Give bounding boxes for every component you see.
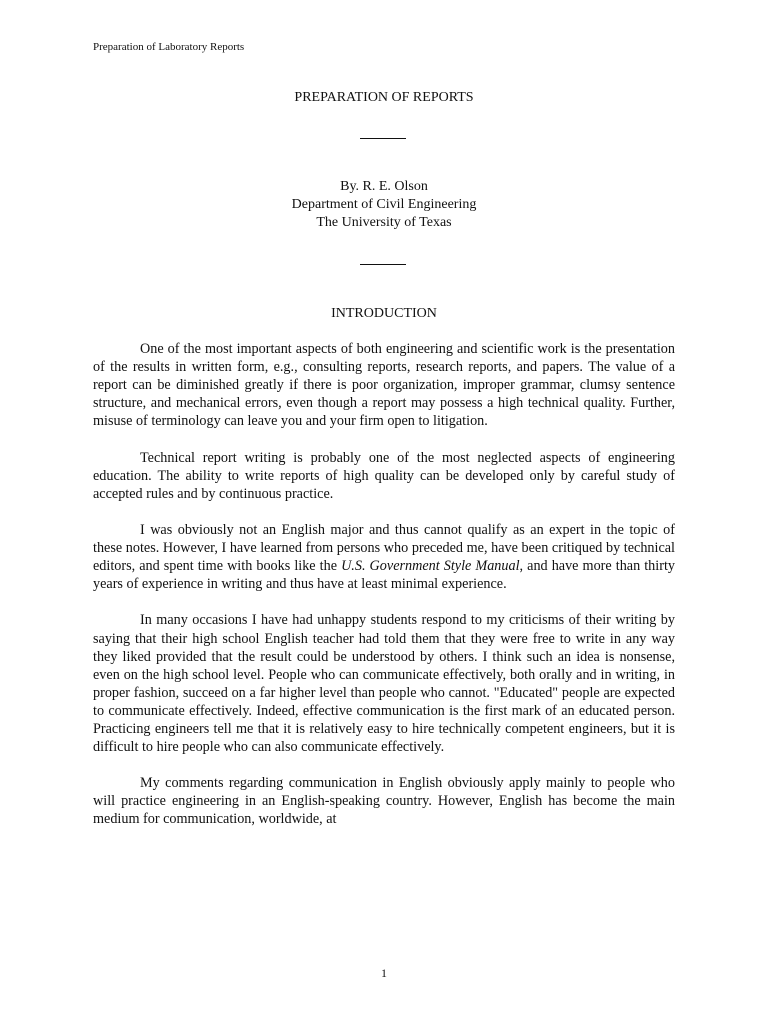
paragraph-text: I was obviously not an English major and thus cannot qualify as an expert in the topic of these notes. However, I have learned from persons who preceded me, have been critiqued by technical editors, and spent time with books like the — [93, 521, 675, 575]
author-department: Department of Civil Engineering — [291, 197, 477, 212]
page-number: 1 — [381, 966, 387, 980]
author-institution: The University of Texas — [316, 215, 452, 230]
byline-divider — [360, 264, 406, 265]
book-title: U.S. Government Style Manual — [341, 558, 520, 575]
paragraph — [93, 521, 675, 593]
paragraph-text: , and have more than thirty years of experience in writing and thus have at least minimal experience. — [93, 558, 675, 593]
paragraph: Technical report writing is probably one of the most neglected aspects of engineering education. The ability to write reports of high quality can be developed only by careful study of accepted rules and by continuous practice. — [93, 449, 675, 502]
paragraph: In many occasions I have had unhappy students respond to my criticisms of their writing by saying that their high school English teacher had told them that they were free to write in any way they liked provided that the result could be understood by others. I think such an idea is nonsense, even on the high school level. People who can communicate effectively, both orally and in writing, in proper fashion, succeed on a far higher level than people who cannot. "Educated" people are expected to communicate effectively. Indeed, effective communication is the first mark of an educated person. Practicing engineers tell me that it is relatively easy to hire technically competent engineers, but it is difficult to hire people who can also communicate effectively. — [93, 612, 675, 756]
paragraph: My comments regarding communication in English obviously apply mainly to people who will practice engineering in an English-speaking country. However, English has become the main medium for communication, worldwide, at — [93, 775, 675, 828]
paragraph: One of the most important aspects of both engineering and scientific work is the presentation of the results in written form, e.g., consulting reports, research reports, and papers. The value of a report can be diminished greatly if there is poor organization, improper grammar, clumsy sentence structure, and mechanical errors, even though a report may possess a high technical quality. Further, misuse of terminology can leave you and your firm open to litigation. — [93, 341, 675, 430]
body-text — [93, 340, 675, 829]
byline — [0, 178, 768, 232]
title-divider — [360, 138, 406, 139]
author-name: By. R. E. Olson — [340, 179, 428, 194]
document-title: PREPARATION OF REPORTS — [294, 90, 474, 105]
running-header: Preparation of Laboratory Reports — [93, 41, 245, 53]
section-heading: INTRODUCTION — [331, 306, 437, 321]
